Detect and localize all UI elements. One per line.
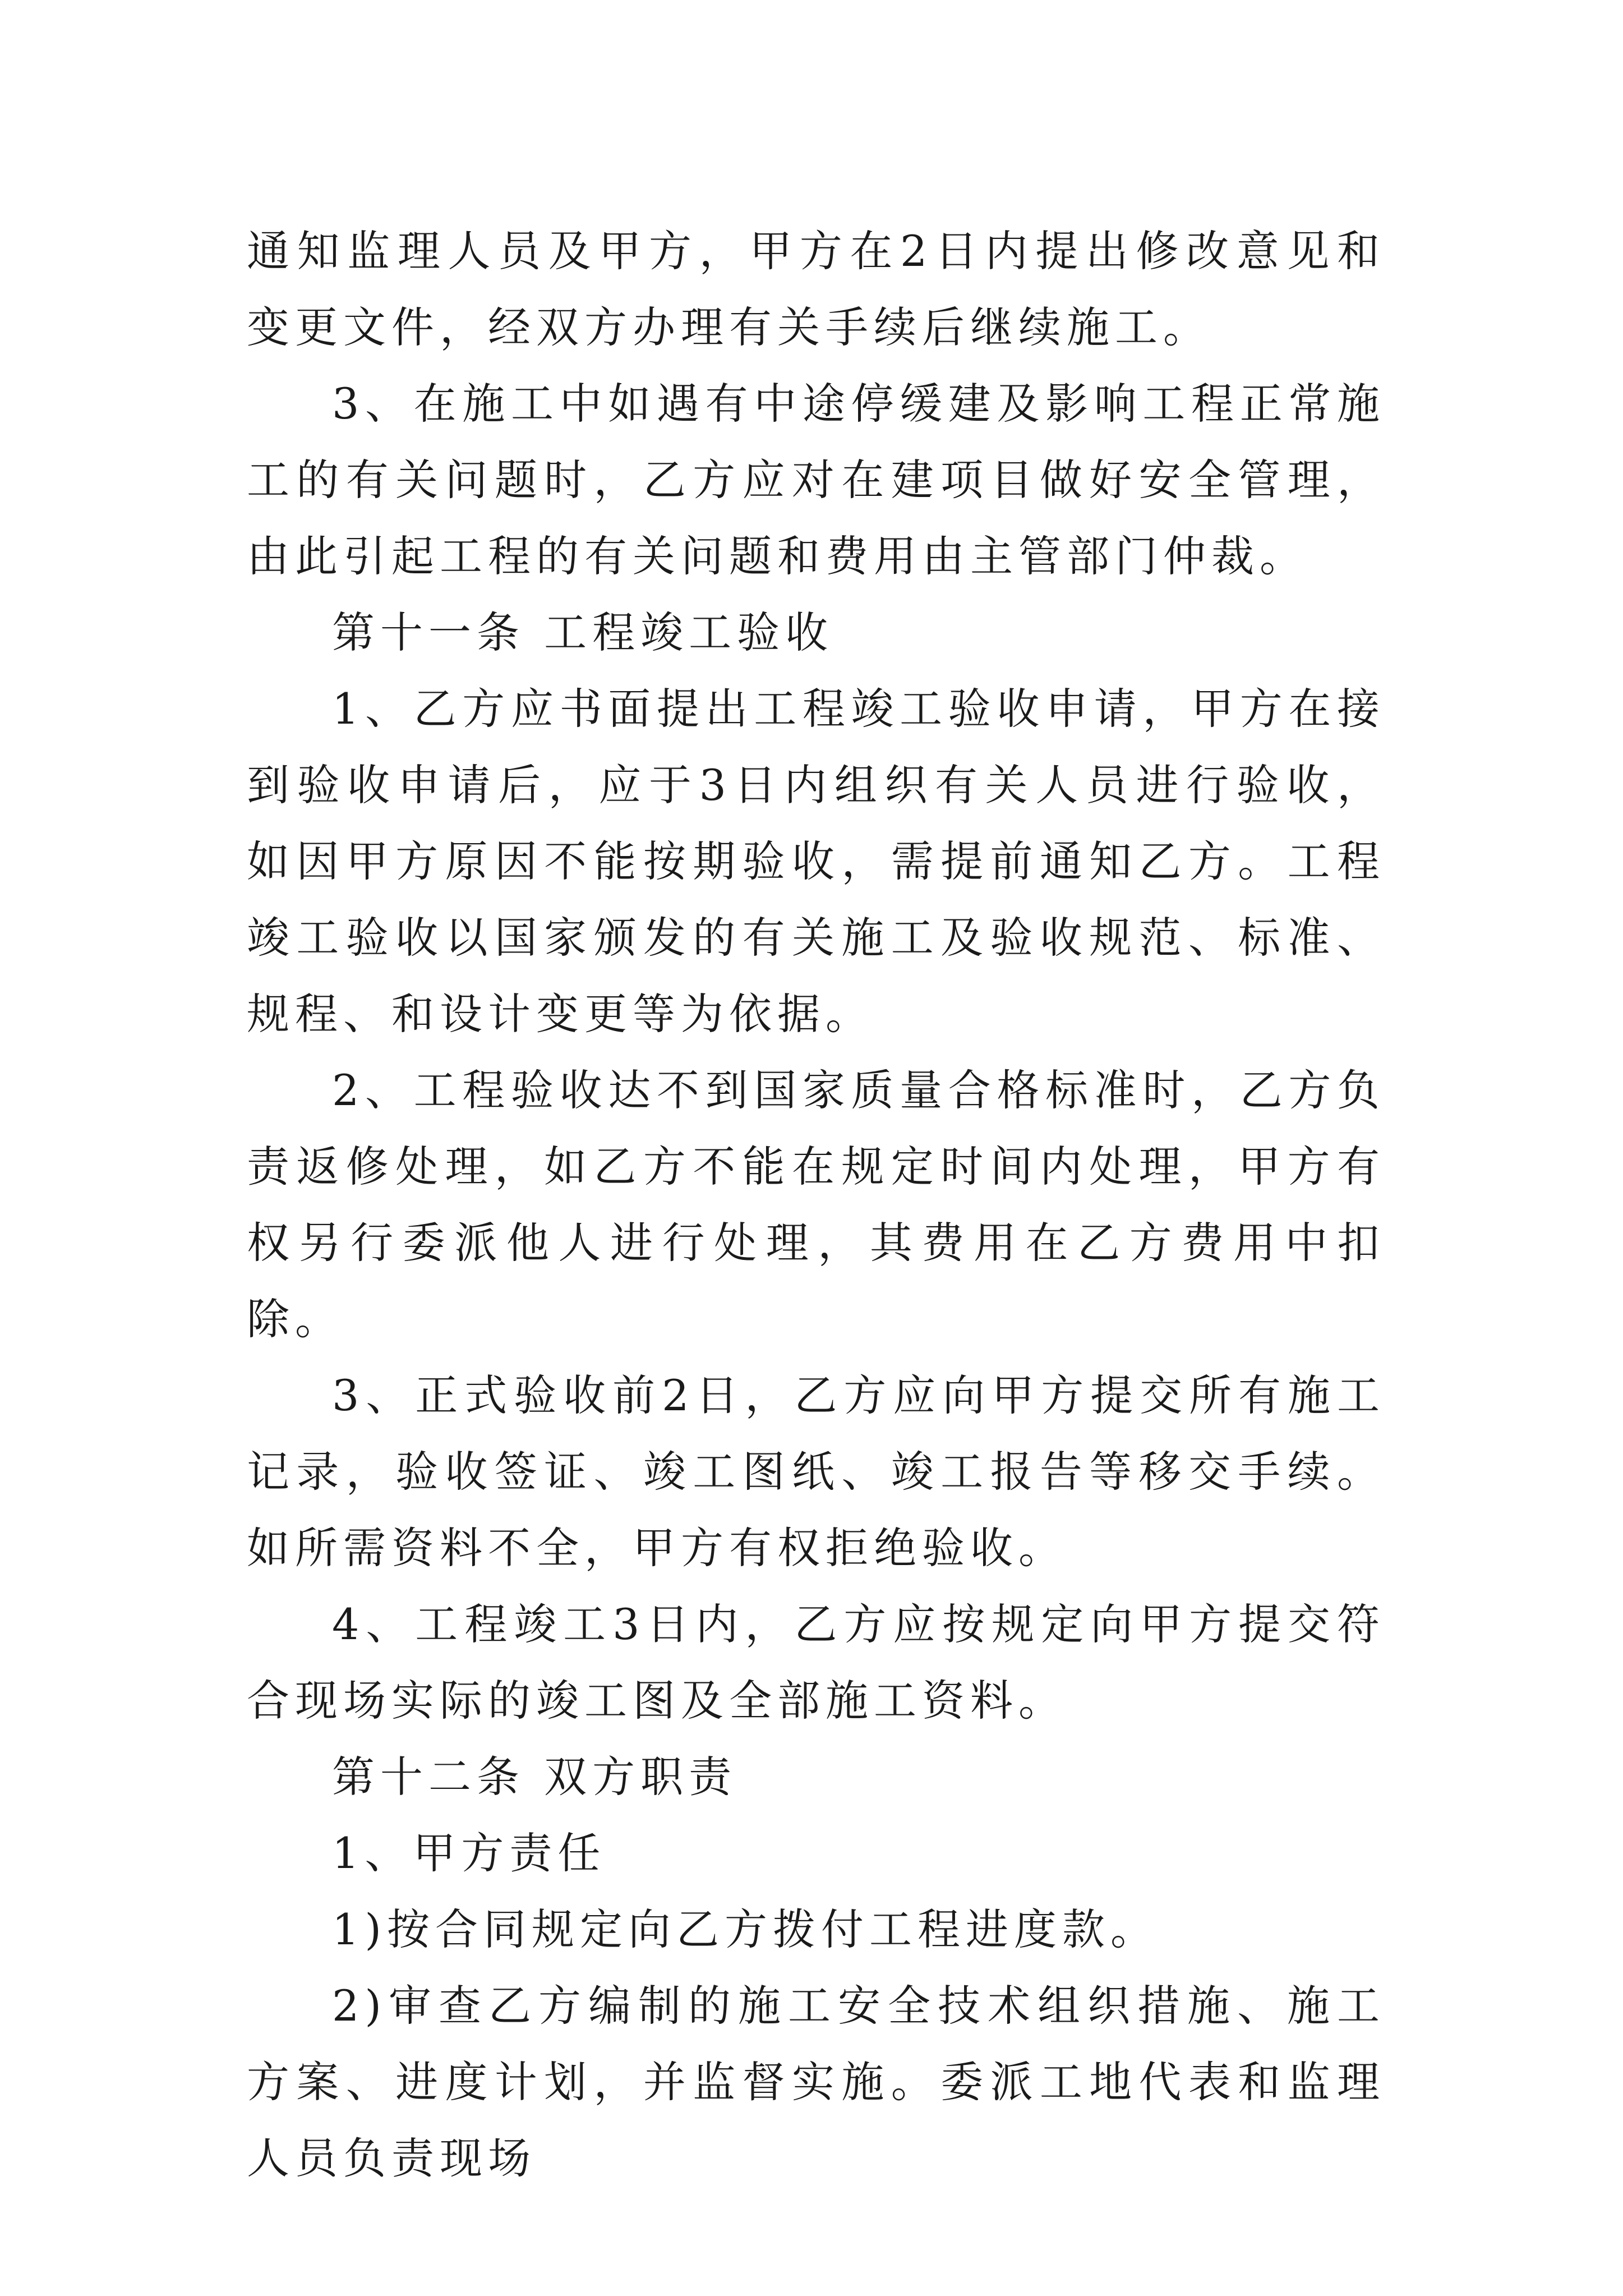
paragraph-clause-3-records: 3、正式验收前2日，乙方应向甲方提交所有施工记录，验收签证、竣工图纸、竣工报告等移交手续。如所需资料不全，甲方有权拒绝验收。: [247, 1370, 1385, 1573]
paragraph-continuation: 通知监理人员及甲方，甲方在2日内提出修改意见和变更文件，经双方办理有关手续后继续施工。: [247, 226, 1385, 352]
article-12-heading: 第十二条 双方职责: [332, 1752, 737, 1802]
paragraph-item-1-payment: 1)按合同规定向乙方拨付工程进度款。: [332, 1904, 1159, 1954]
paragraph-party-a-responsibility: 1、甲方责任: [332, 1828, 606, 1878]
article-11-heading: 第十一条 工程竣工验收: [332, 608, 834, 657]
paragraph-clause-1-acceptance-request: 1、乙方应书面提出工程竣工验收申请，甲方在接到验收申请后，应于3日内组织有关人员进行验收，如因甲方原因不能按期验收，需提前通知乙方。工程竣工验收以国家颁发的有关施工及验收规范、标准、规程、和设计变更等为依据。: [247, 684, 1385, 1039]
paragraph-clause-4-drawings: 4、工程竣工3日内，乙方应按规定向甲方提交符合现场实际的竣工图及全部施工资料。: [247, 1599, 1385, 1726]
document-body: [247, 213, 1385, 2197]
paragraph-item-2-review: 2)审查乙方编制的施工安全技术组织措施、施工方案、进度计划，并监督实施。委派工地代表和监理人员负责现场: [247, 1981, 1385, 2183]
paragraph-clause-2-quality: 2、工程验收达不到国家质量合格标准时，乙方负责返修处理，如乙方不能在规定时间内处理，甲方有权另行委派他人进行处理，其费用在乙方费用中扣除。: [247, 1065, 1385, 1344]
paragraph-clause-3-suspension: 3、在施工中如遇有中途停缓建及影响工程正常施工的有关问题时，乙方应对在建项目做好安全管理，由此引起工程的有关问题和费用由主管部门仲裁。: [247, 379, 1385, 581]
